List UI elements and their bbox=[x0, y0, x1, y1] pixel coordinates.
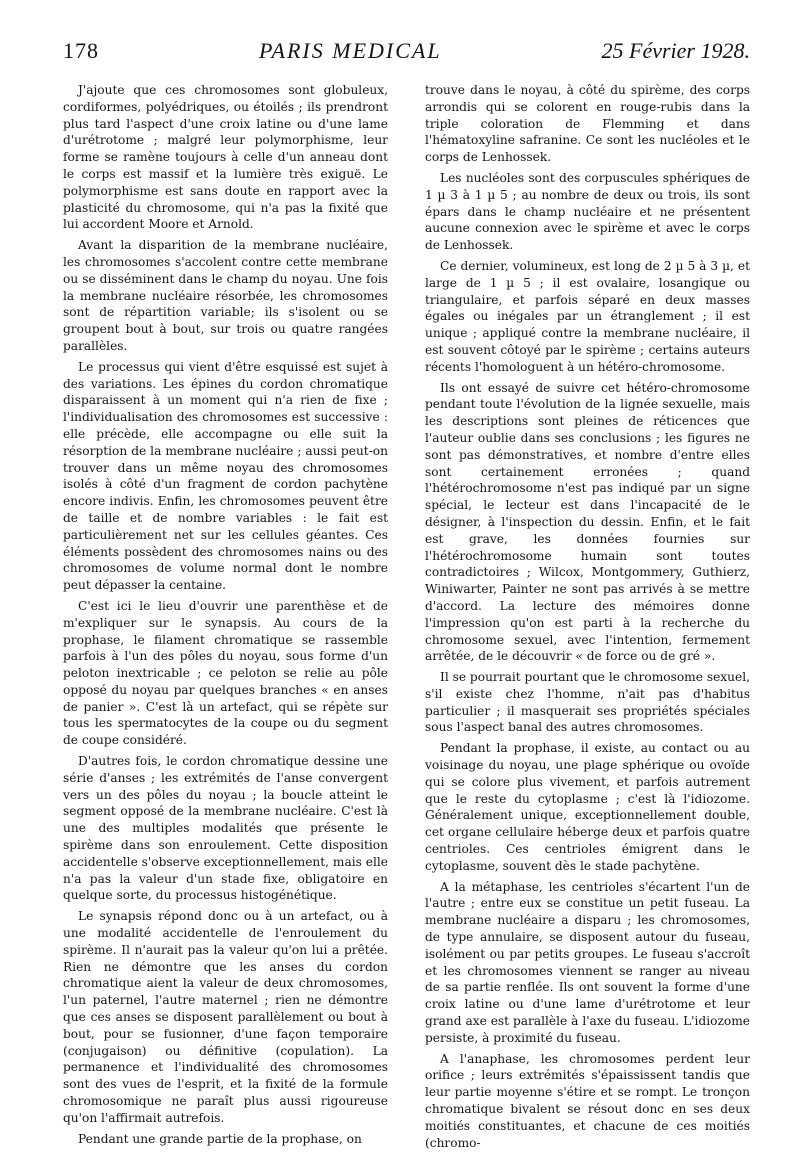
journal-title: PARIS MEDICAL bbox=[258, 38, 442, 63]
paragraph: Avant la disparition de la membrane nucléaire, les chromosomes s'accolent contre cette membrane ou se disséminent dans le champ du noyau. Une fois la membrane nucléaire résorbée, les chromosomes sont de répartition variable; ils s'isolent ou se groupent bout à bout, sur trois ou quatre rangées parallèles. bbox=[63, 238, 388, 353]
paragraph: Il se pourrait pourtant que le chromosome sexuel, s'il existe chez l'homme, n'ait pas d'habitus particulier ; il masquerait ses propriétés spéciales sous l'aspect banal des autres chromosomes. bbox=[425, 670, 750, 735]
page-number: 178 bbox=[63, 38, 99, 63]
paragraph: Pendant une grande partie de la prophase, on bbox=[78, 1131, 362, 1146]
running-header bbox=[63, 38, 750, 74]
paragraph: A l'anaphase, les chromosomes perdent leur orifice ; leurs extrémités s'épaississent tandis que leur partie moyenne s'étire et se rompt. Le tronçon chromatique bivalent se résout donc en ses deux moitiés constituantes, et chacune de ces moitiés (chromo- bbox=[425, 1051, 750, 1150]
paragraph-continued: trouve dans le noyau, à côté du spirème, des corps arrondis qui se colorent en rouge-rubis dans la triple coloration de Flemming et dans l'hématoxyline safranine. Ce sont les nucléoles et le corps de Lenhossek. bbox=[425, 83, 750, 165]
issue-date: 25 Février 1928. bbox=[601, 38, 750, 63]
paragraph: D'autres fois, le cordon chromatique dessine une série d'anses ; les extrémités de l'anse convergent vers un des pôles du noyau ; la boucle atteint le segment opposé de la membrane nucléaire. C'est là une des multiples modalités que présente le spirème dans son enroulement. Cette disposition accidentelle s'observe exceptionnellement, mais elle n'a pas la valeur d'un stade fixe, obligatoire en quelque sorte, du processus histogénétique. bbox=[63, 754, 388, 903]
paragraph: Le processus qui vient d'être esquissé est sujet à des variations. Les épines du cordon chromatique disparaissent à un moment qui n'a rien de fixe ; l'individualisation des chromosomes est successive : elle précède, elle accompagne ou elle suit la résorption de la membrane nucléaire ; aussi peut-on trouver dans un même noyau des chromosomes isolés à côté d'un fragment de cordon pachytène encore indivis. Enfin, les chromosomes peuvent être de taille et de nombre variables : le fait est particulièrement net sur les cellules géantes. Ces éléments possèdent des chromosomes nains ou des chromosomes de volume normal dont le nombre peut dépasser la centaine. bbox=[63, 359, 388, 593]
paragraph: Ce dernier, volumineux, est long de 2 µ 5 à 3 µ, et large de 1 µ 5 ; il est ovalaire, losangique ou triangulaire, et parfois séparé en deux masses égales ou inégales par un étranglement ; il est unique ; appliqué contre la membrane nucléaire, il est souvent côtoyé par le spirème ; certains auteurs récents l'homologuent à un hétéro-chromosome. bbox=[425, 258, 750, 374]
paragraph: C'est ici le lieu d'ouvrir une parenthèse et de m'expliquer sur le synapsis. Au cours de la prophase, le filament chromatique se rassemble parfois à l'un des pôles du noyau, sous forme d'un peloton inextricable ; ce peloton se relie au pôle opposé du noyau par quelques branches « en anses de panier ». C'est là un artefact, qui se répète sur tous les spermatocytes de la coupe ou du segment de coupe considéré. bbox=[63, 598, 388, 748]
left-column bbox=[63, 82, 388, 1155]
two-column-body bbox=[63, 82, 750, 1155]
paragraph: A la métaphase, les centrioles s'écartent l'un de l'autre ; entre eux se constitue un petit fuseau. La membrane nucléaire a disparu ; les chromosomes, de type annulaire, se disposent autour du fuseau, isolément ou par petits groupes. Le fuseau s'accroît et les chromosomes viennent se ranger au niveau de sa partie renflée. Ils ont souvent la forme d'une croix latine ou d'une lame d'urétrotome et leur grand axe est parallèle à l'axe du fuseau. L'idiozome persiste, à proximité du fuseau. bbox=[425, 879, 750, 1045]
paragraph: Le synapsis répond donc ou à un artefact, ou à une modalité accidentelle de l'enroulement du spirème. Il n'aurait pas la valeur qu'on lui a prêtée. Rien ne démontre que les anses du cordon chromatique aient la valeur de deux chromosomes, l'un paternel, l'autre maternel ; rien ne démontre que ces anses se disposent parallèlement ou bout à bout, pour se fusionner, d'une façon temporaire (conjugaison) ou définitive (copulation). La permanence et l'individualité des chromosomes sont des vues de l'esprit, et la fixité de la formule chromosomique ne paraît plus aussi rigoureuse qu'on l'affirmait autrefois. bbox=[63, 909, 388, 1125]
paragraph: J'ajoute que ces chromosomes sont globuleux, cordiformes, polyédriques, ou étoilés ; ils prendront plus tard l'aspect d'une croix latine ou d'une lame d'urétrotome ; malgré leur polymorphisme, leur forme se ramène toujours à celle d'un anneau dont le corps est massif et la lumière très exiguë. Le polymorphisme est sans doute en rapport avec la plasticité du chromosome, qui n'a pas la fixité que lui accordent Moore et Arnold. bbox=[63, 83, 388, 232]
paragraph: Les nucléoles sont des corpuscules sphériques de 1 µ 3 à 1 µ 5 ; au nombre de deux ou trois, ils sont épars dans le champ nucléaire et ne présentent aucune connexion avec le spirème et avec le corps de Lenhossek. bbox=[425, 170, 750, 253]
paragraph: Ils ont essayé de suivre cet hétéro-chromosome pendant toute l'évolution de la lignée sexuelle, mais les descriptions sont pleines de réticences que l'auteur oublie dans ses conclusions ; les figures ne sont pas démonstratives, et nombre d'entre elles sont certainement erronées ; quand l'hétérochromosome n'est pas indiqué par un signe spécial, le lecteur est dans l'incapacité de le désigner, à l'inspection du dessin. Enfin, et le fait est grave, les données fournies sur l'hétérochromosome humain sont toutes contradictoires ; Wilcox, Montgommery, Guthierz, Winiwarter, Painter ne sont pas arrivés à se mettre d'accord. La lecture des mémoires donne l'impression qu'on est parti à la recherche du chromosome sexuel, avec l'intention, fermement arrêtée, de le découvrir « de force ou de gré ». bbox=[425, 380, 750, 664]
paragraph: Pendant la prophase, il existe, au contact ou au voisinage du noyau, une plage sphérique ou ovoïde qui se colore plus vivement, et parfois autrement que le reste du cytoplasme ; c'est là l'idiozome. Généralement unique, exceptionnellement double, cet organe cellulaire héberge deux et parfois quatre centrioles. Ces centrioles émigrent dans le cytoplasme, souvent dès le stade pachytène. bbox=[425, 741, 750, 873]
right-column bbox=[425, 82, 750, 1155]
